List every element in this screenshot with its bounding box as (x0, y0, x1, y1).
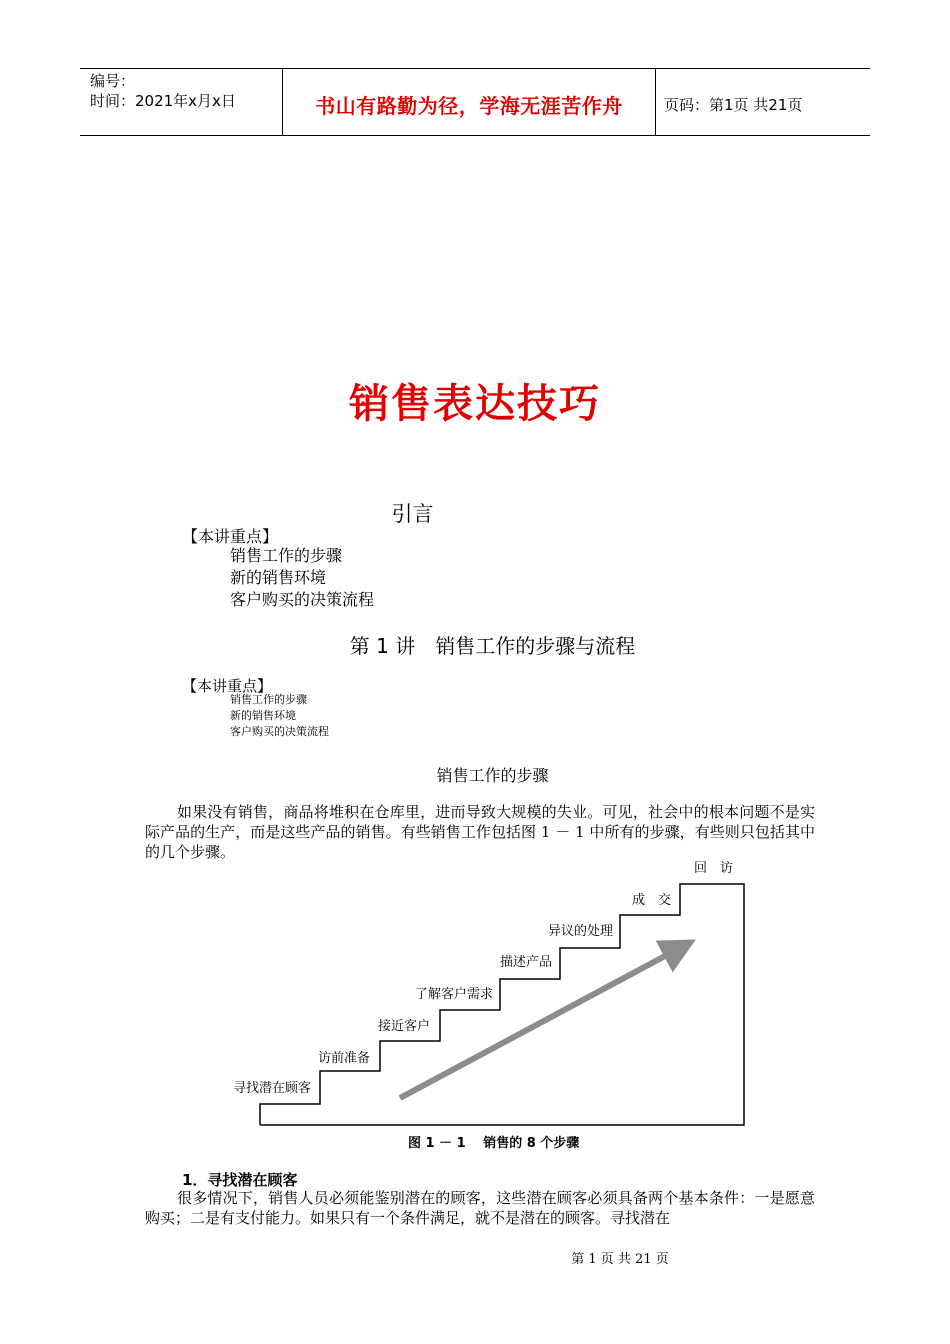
section-title: 销售工作的步骤 (436, 766, 549, 785)
list-item: 新的销售环境 (230, 709, 296, 722)
step-label: 访前准备 (318, 1051, 371, 1066)
lecture-title: 第 1 讲 销售工作的步骤与流程 (349, 634, 636, 658)
list-item: 客户购买的决策流程 (230, 590, 375, 609)
list-item: 新的销售环境 (230, 568, 327, 587)
figure-caption: 图 1 － 1 销售的 8 个步骤 (408, 1136, 580, 1151)
header-number: 编号： (90, 72, 136, 90)
intro-title: 引言 (391, 502, 434, 526)
step-label: 寻找潜在顾客 (233, 1081, 312, 1096)
subheading: 1．寻找潜在顾客 (182, 1171, 298, 1189)
paragraph: 很多情况下，销售人员必须能鉴别潜在的顾客，这些潜在顾客必须具备两个基本条件：一是愿意购买；二是有支付能力。如果只有一个条件满足，就不是潜在的顾客。寻找潜在 (145, 1189, 815, 1227)
document-title: 销售表达技巧 (349, 381, 601, 427)
intro-key-points-label: 【本讲重点】 (182, 527, 279, 546)
staircase-outline (260, 884, 744, 1125)
header-page-info: 页码：第1页 共21页 (664, 96, 803, 114)
step-label: 描述产品 (500, 955, 553, 970)
list-item: 客户购买的决策流程 (230, 725, 329, 738)
paragraph: 如果没有销售，商品将堆积在仓库里，进而导致大规模的失业。可见，社会中的根本问题不是实际产品的生产，而是这些产品的销售。有些销售工作包括图 1 － 1 中所有的步骤，有些则只包括其中的几个步骤。 (145, 803, 815, 861)
step-label: 成 交 (632, 893, 672, 908)
step-label: 接近客户 (378, 1019, 431, 1034)
progress-arrow (400, 948, 680, 1098)
step-label: 了解客户需求 (415, 987, 494, 1002)
page-footer: 第 1 页 共 21 页 (571, 1252, 669, 1267)
list-item: 销售工作的步骤 (230, 693, 307, 706)
step-label: 异议的处理 (548, 924, 614, 939)
header-time: 时间：2021年x月x日 (90, 92, 236, 110)
step-label: 回 访 (694, 861, 734, 876)
list-item: 销售工作的步骤 (230, 546, 343, 565)
lecture-key-points-label: 【本讲重点】 (182, 677, 273, 695)
header-motto: 书山有路勤为径，学海无涯苦作舟 (315, 94, 623, 118)
